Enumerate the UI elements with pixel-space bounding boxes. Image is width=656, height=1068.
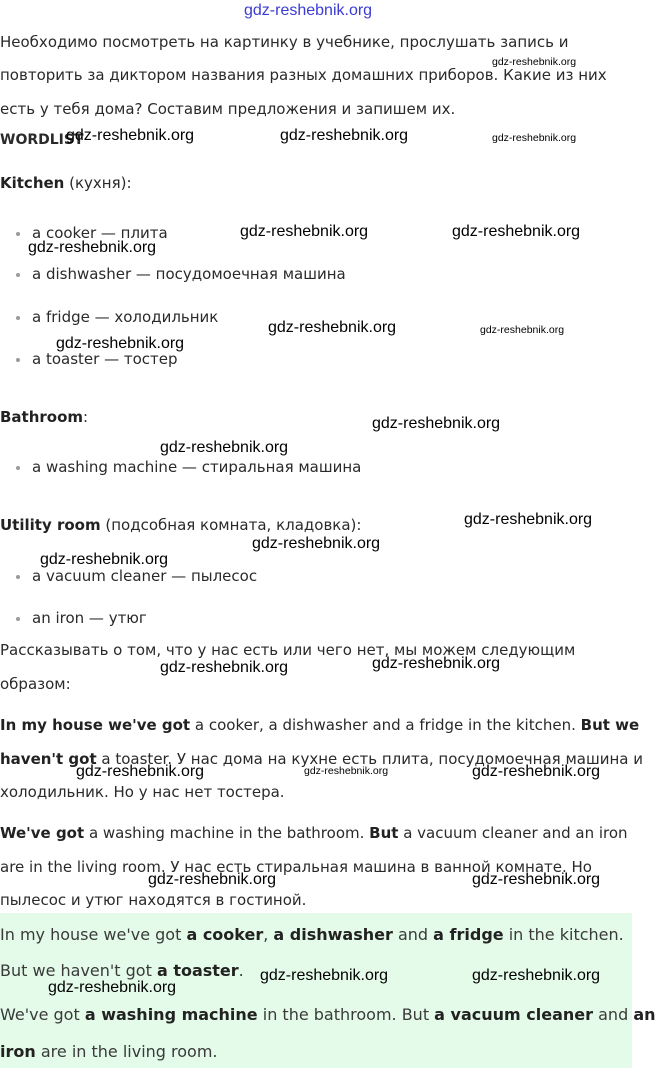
watermark: gdz-reshebnik.org xyxy=(252,535,381,552)
watermark: gdz-reshebnik.org xyxy=(472,967,601,984)
answer-text: in the kitchen. xyxy=(503,925,624,944)
utility-note: (подсобная комната, кладовка): xyxy=(105,516,362,534)
kitchen-title: Kitchen xyxy=(0,174,65,192)
watermark: gdz-reshebnik.org xyxy=(240,223,369,240)
list-item xyxy=(16,308,218,326)
example2-text-2: a vacuum cleaner and an iron xyxy=(398,824,628,842)
watermark: gdz-reshebnik.org xyxy=(480,324,565,336)
bullet-icon xyxy=(16,466,20,470)
kitchen-heading xyxy=(0,174,132,192)
answer-line-1 xyxy=(0,925,624,944)
watermark: gdz-reshebnik.org xyxy=(244,2,373,19)
answer-text: In my house we've got xyxy=(0,925,187,944)
bullet-icon xyxy=(16,273,20,277)
example1-bold-2: But we xyxy=(580,716,640,734)
bathroom-item-washing-machine: a washing machine — стиральная машина xyxy=(32,458,362,476)
answer-text: are in the living room. xyxy=(35,1042,218,1061)
example2-line-1 xyxy=(0,824,628,842)
answer-line-3 xyxy=(0,1005,656,1024)
watermark: gdz-reshebnik.org xyxy=(492,132,577,144)
watermark: gdz-reshebnik.org xyxy=(464,511,593,528)
answer-bold: an xyxy=(633,1005,656,1024)
utility-title: Utility room xyxy=(0,516,101,534)
example1-line-3: холодильник. Но у нас нет тостера. xyxy=(0,783,285,801)
bathroom-colon: : xyxy=(83,408,89,426)
bullet-icon xyxy=(16,617,20,621)
answer-line-4 xyxy=(0,1042,218,1061)
watermark: gdz-reshebnik.org xyxy=(472,871,601,888)
answer-bold: a dishwasher xyxy=(273,925,393,944)
example2-bold-1: We've got xyxy=(0,824,85,842)
answer-bold: iron xyxy=(0,1042,36,1061)
watermark: gdz-reshebnik.org xyxy=(160,659,289,676)
kitchen-item-cooker: a cooker — плита xyxy=(32,224,168,242)
bullet-icon xyxy=(16,358,20,362)
watermark: gdz-reshebnik.org xyxy=(40,551,169,568)
kitchen-note: (кухня): xyxy=(69,174,132,192)
bullet-icon xyxy=(16,575,20,579)
utility-item-vacuum: a vacuum cleaner — пылесос xyxy=(32,567,258,585)
bullet-icon xyxy=(16,316,20,320)
list-item xyxy=(16,458,361,476)
answer-text: But we haven't got xyxy=(0,961,157,980)
intro-line-1: Необходимо посмотреть на картинку в учебнике, прослушать запись и xyxy=(0,33,569,51)
watermark: gdz-reshebnik.org xyxy=(48,979,177,996)
intro-line-2: повторить за диктором названия разных домашних приборов. Какие из них xyxy=(0,66,607,84)
bullet-icon xyxy=(16,232,20,236)
watermark: gdz-reshebnik.org xyxy=(28,239,157,256)
kitchen-item-dishwasher: a dishwasher — посудомоечная машина xyxy=(32,265,346,283)
explain-line-1: Рассказывать о том, что у нас есть или чего нет, мы можем следующим xyxy=(0,641,576,659)
list-item xyxy=(16,567,257,585)
list-item xyxy=(16,609,147,627)
watermark: gdz-reshebnik.org xyxy=(268,319,397,336)
example2-line-3: пылесос и утюг находятся в гостиной. xyxy=(0,891,307,909)
kitchen-item-fridge: a fridge — холодильник xyxy=(32,308,219,326)
utility-heading xyxy=(0,516,361,534)
watermark: gdz-reshebnik.org xyxy=(66,127,195,144)
kitchen-item-toaster: a toaster — тостер xyxy=(32,350,178,368)
watermark: gdz-reshebnik.org xyxy=(76,763,205,780)
wordlist-title: WORDLIST xyxy=(0,132,84,148)
watermark: gdz-reshebnik.org xyxy=(260,967,389,984)
answer-text: in the bathroom. But xyxy=(257,1005,435,1024)
watermark: gdz-reshebnik.org xyxy=(372,415,501,432)
watermark: gdz-reshebnik.org xyxy=(472,763,601,780)
example1-bold-3: haven't got xyxy=(0,750,97,768)
bathroom-title: Bathroom xyxy=(0,408,84,426)
answer-bold: a toaster xyxy=(156,961,239,980)
list-item xyxy=(16,265,346,283)
answer-bold: a cooker xyxy=(186,925,264,944)
watermark: gdz-reshebnik.org xyxy=(160,439,289,456)
watermark: gdz-reshebnik.org xyxy=(452,223,581,240)
watermark: gdz-reshebnik.org xyxy=(56,335,185,352)
example2-text-1: a washing machine in the bathroom. xyxy=(84,824,370,842)
answer-line-2 xyxy=(0,961,244,980)
watermark: gdz-reshebnik.org xyxy=(492,56,577,68)
example1-text-2: a toaster. У нас дома на кухне есть плита, посудомоечная машина и xyxy=(96,750,643,768)
watermark: gdz-reshebnik.org xyxy=(304,765,389,777)
answer-bold: a vacuum cleaner xyxy=(434,1005,594,1024)
watermark: gdz-reshebnik.org xyxy=(280,127,409,144)
explain-line-2: образом: xyxy=(0,675,71,693)
example2-line-2: are in the living room. У нас есть стиральная машина в ванной комнате. Но xyxy=(0,858,592,876)
bathroom-heading xyxy=(0,408,88,426)
answer-text: , xyxy=(263,925,274,944)
watermark: gdz-reshebnik.org xyxy=(372,655,501,672)
watermark: gdz-reshebnik.org xyxy=(148,871,277,888)
example2-bold-2: But xyxy=(369,824,399,842)
answer-bold: a washing machine xyxy=(84,1005,258,1024)
answer-text: and xyxy=(392,925,434,944)
example1-text-1: a cooker, a dishwasher and a fridge in the kitchen. xyxy=(190,716,581,734)
example1-line-1 xyxy=(0,716,639,734)
answer-bold: a fridge xyxy=(433,925,504,944)
answer-text: . xyxy=(238,961,244,980)
utility-item-iron: an iron — утюг xyxy=(32,609,147,627)
answer-text: and xyxy=(593,1005,634,1024)
answer-text: We've got xyxy=(0,1005,85,1024)
example1-bold-1: In my house we've got xyxy=(0,716,191,734)
intro-line-3: есть у тебя дома? Составим предложения и запишем их. xyxy=(0,100,456,118)
